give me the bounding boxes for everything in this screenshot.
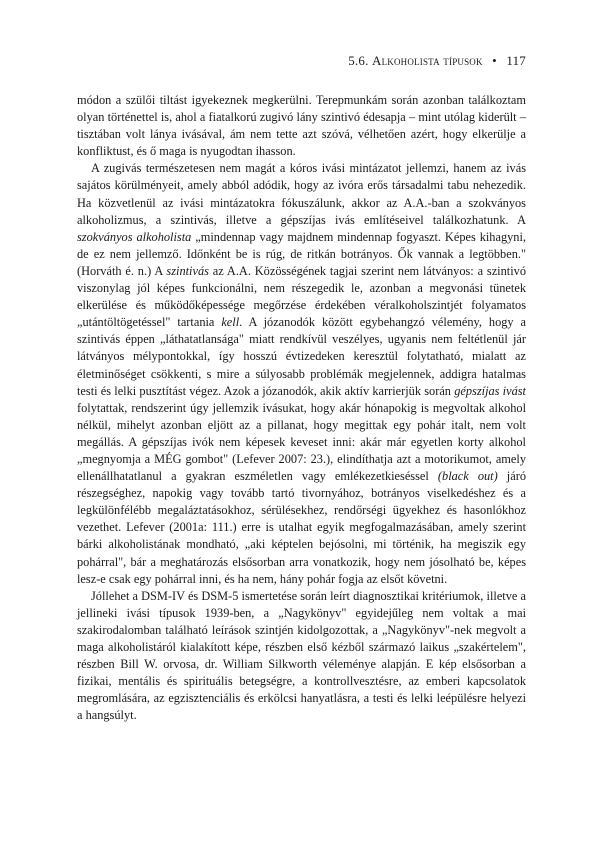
- text-run: . A józanodók között egybehangzó vélemény, hogy a szintivás éppen „láthatatlansága" miatt rendkívül veszélyes, ugyanis nem feltétlenül jár látványos mélypontokkal, így hosszú évtizedeken keresztül folytatható, mialatt az életminőséget csökkenti, s mire a súlyosabb problémák megjelennek, addigra hatalmas testi és lelki pusztítást végez. Azok a józanodók, akik aktív karrierjük során: [77, 315, 526, 398]
- page-number: 117: [506, 53, 526, 68]
- section-number: 5.6.: [348, 53, 369, 68]
- chapter-title: Alkoholista típusok: [371, 53, 483, 68]
- paragraph-1: [77, 92, 526, 160]
- italic-term: szintivás: [166, 263, 209, 278]
- header-separator: •: [492, 53, 497, 68]
- paragraph-2: [77, 160, 526, 587]
- text-run: járó részegséghez, napokig vagy tovább tartó tivornyához, botrányos viselkedéshez és a legkülönfélébb megaláztatásokhoz, sérülésekhez, rendőrségi ügyekhez és hasonlókhoz vezethet. Lefever (2001a: 111.) erre is utalhat egyik megfogalmazásában, amely szerint bárki alkoholistának mondható, „aki képtelen bejósolni, mi történik, ha megiszik egy pohárral", bár a meghatározás elsősorban arra vonatkozik, hogy nem jósolható be, képes lesz-e csak egy pohárral inni, és ha nem, hány pohár fogja az elsőt követni.: [77, 469, 526, 586]
- text-run: folytattak, rendszerint úgy jellemzik ivásukat, hogy akár hónapokig is megvoltak alkohol nélkül, mihelyt azonban eljött az a pillanat, hogy megittak egy pohár italt, nem volt megállás. A gépszíjas ivók nem képesek keveset inni: akár már egyetlen korty alkohol „megnyomja a MÉG gombot" (Lefever 2007: 23.), elindíthatja azt a motorikumot, amely ellenállhatatlanul a gyakran eszméletlen vagy emlékezetkieséssel: [77, 400, 526, 484]
- italic-term: szokványos alkoholista: [77, 229, 192, 244]
- text-run: „mindennap vagy majdnem mindennap fogyaszt. Képes kihagyni, de ez nem jellemző. Időnként be is rúg, de ritkán botrányos. Ők vannak a legtöbben." (Horváth é. n.) A: [77, 229, 526, 278]
- paragraph-3: [77, 588, 526, 725]
- text-run: Jóllehet a DSM-IV és DSM-5 ismertetése során leírt diagnosztikai kritériumok, illetve a jellineki ivási típusok 1939-ben, a „Nagykönyv" egyidejűleg nem voltak a mai szakirodalomban található leírások szintjén kidolgozottak, a „Nagykönyv"-nek megvolt a maga alkoholistáról kialakított képe, részben első kézből származó laikus „szakértelem", részben Bill W. orvosa, dr. William Silkworth véleménye alapján. E kép elsősorban a fizikai, mentális és spirituális betegségre, a kontrollvesztésre, az emberi kapcsolatok megromlására, az egzisztenciális és erkölcsi hanyatlásra, a testi és lelki leépülésre helyezi a hangsúlyt.: [77, 588, 526, 723]
- text-run: A zugivás természetesen nem magát a kóros ivási mintázatot jellemzi, hanem az ivás sajátos körülményeit, amely abból adódik, hogy az ivóra erős társadalmi tabu nehezedik. Ha közvetlenül az ivási mintázatokra fókuszálunk, akkor az A.A.-ban a szokványos alkoholizmus, a szintivás, illetve a gépszíjas ivás említéseivel találkozhatunk. A: [77, 161, 526, 227]
- running-header: [77, 52, 526, 70]
- text-run: módon a szülői tiltást igyekeznek megkerülni. Terepmunkám során azonban találkoztam olyan történettel is, ahol a fiatalkorú zugivó lány szintivó édesapja – mint utólag kiderült – tisztában volt lánya ivásával, ám nem tette azt szóvá, vélhetően azért, hogy elkerülje a konfliktust, és ő maga is nyugodtan ihasson.: [77, 93, 526, 159]
- book-page: [77, 52, 526, 724]
- text-run: az A.A. Közösségének tagjai szerint nem látványos: a szintivó viszonylag jól képes funkcionálni, nem részegedik le, azonban a megvonási tünetek elkerülése és működőképessége megőrzése érdekében véralkoholszintjét folyamatos „utántöltögetéssel" tartania: [77, 263, 526, 330]
- body-text: [77, 92, 526, 724]
- italic-term: kell: [221, 315, 240, 330]
- italic-term: (black out): [437, 469, 498, 484]
- italic-term: gépszíjas ivást: [454, 383, 526, 398]
